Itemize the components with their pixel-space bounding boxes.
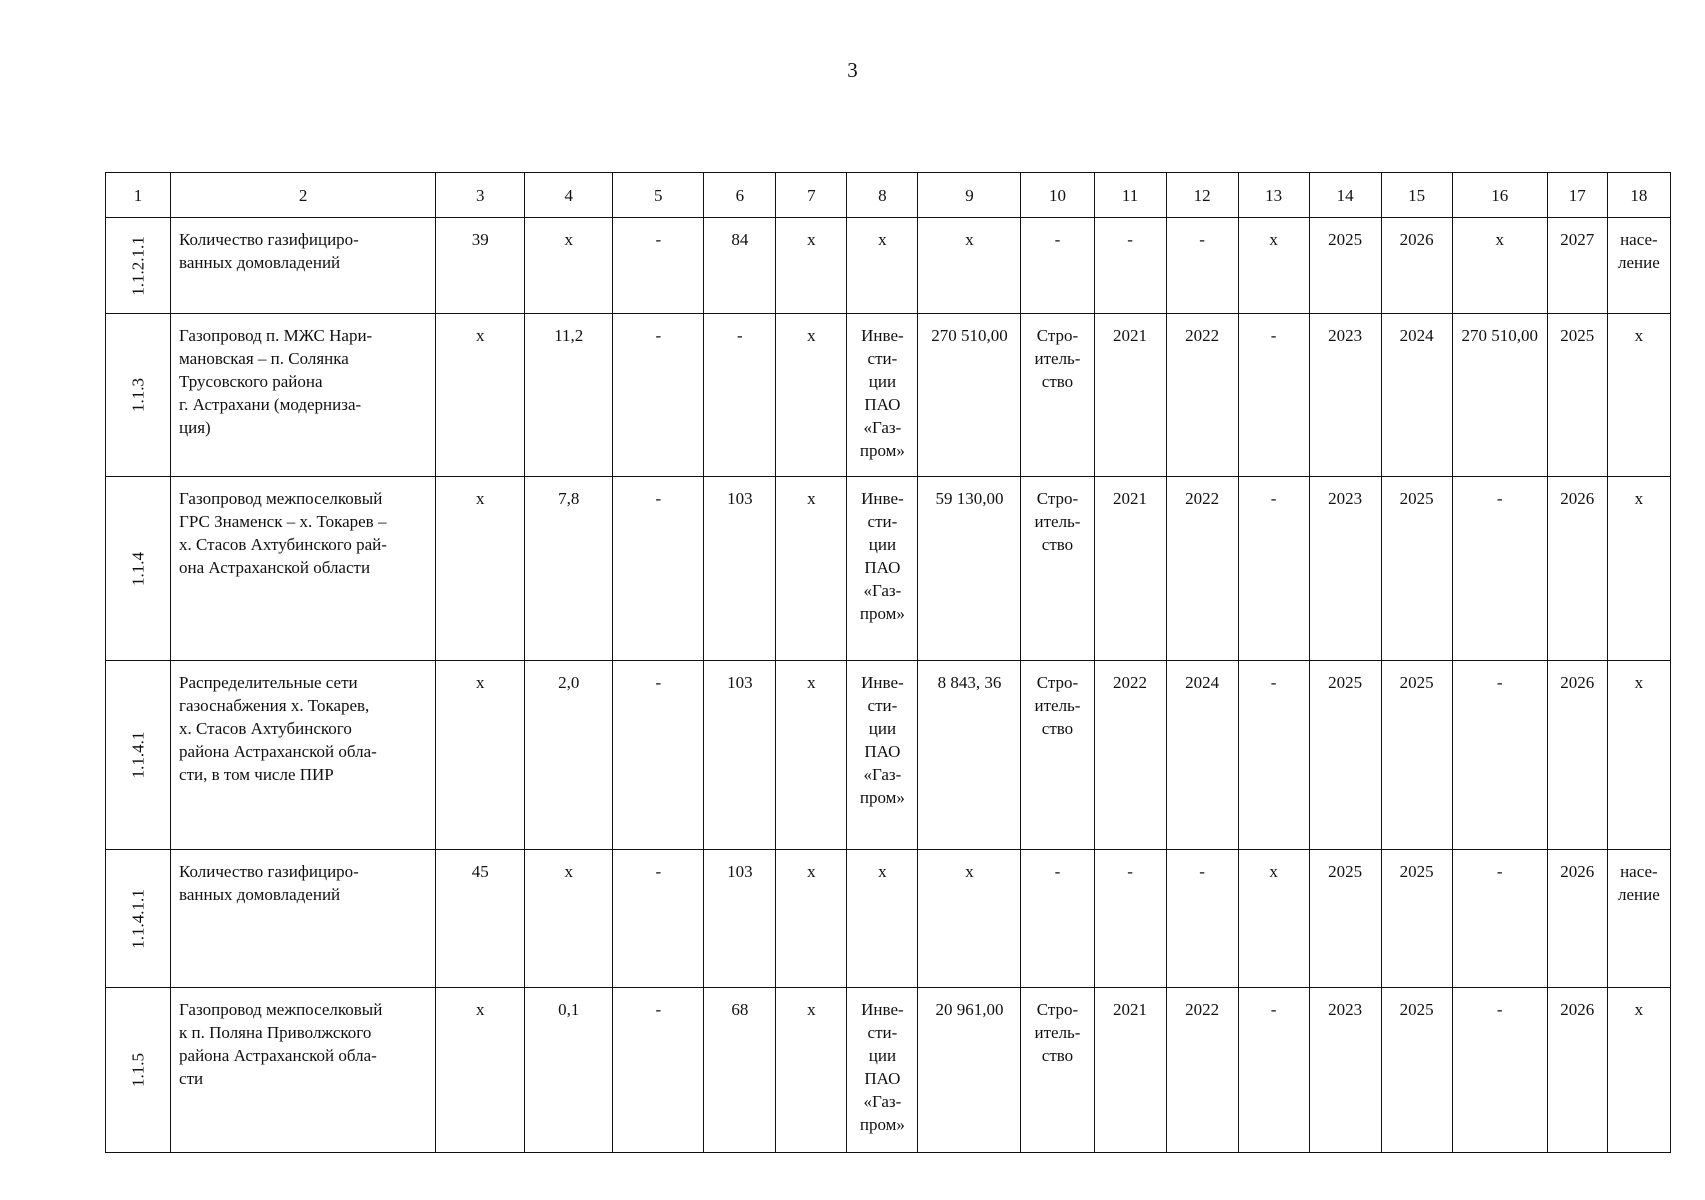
table-cell: х (436, 314, 525, 477)
table-cell: - (1238, 988, 1309, 1153)
table-cell: - (613, 314, 704, 477)
table-cell: 103 (704, 477, 776, 661)
table-cell: х (918, 218, 1021, 314)
table-cell: 2025 (1381, 661, 1452, 850)
table-cell: - (1452, 661, 1547, 850)
table-cell: - (1021, 850, 1094, 988)
header-cell: 3 (436, 173, 525, 218)
table-cell: - (613, 661, 704, 850)
table-cell: 2026 (1547, 661, 1607, 850)
table-cell: Инве- сти- ции ПАО «Газ- пром» (847, 661, 918, 850)
table-cell: 39 (436, 218, 525, 314)
table-cell: - (613, 850, 704, 988)
table-cell: - (1166, 850, 1238, 988)
table-cell: - (1452, 477, 1547, 661)
table-cell: 2026 (1547, 850, 1607, 988)
row-code-cell (106, 477, 171, 661)
row-code-cell (106, 988, 171, 1153)
table-cell: 2023 (1309, 988, 1381, 1153)
table-cell: 2022 (1166, 314, 1238, 477)
table-cell: х (525, 218, 613, 314)
page-number: 3 (847, 58, 858, 82)
table-row (106, 314, 1671, 477)
row-code-cell (106, 314, 171, 477)
table-cell: Инве- сти- ции ПАО «Газ- пром» (847, 477, 918, 661)
table-cell: х (776, 218, 847, 314)
header-cell: 13 (1238, 173, 1309, 218)
table-cell: х (776, 477, 847, 661)
table-cell: 8 843, 36 (918, 661, 1021, 850)
table-cell: х (776, 850, 847, 988)
table-cell: 2025 (1309, 661, 1381, 850)
header-cell: 4 (525, 173, 613, 218)
table-cell: Стро- итель- ство (1021, 661, 1094, 850)
table-row (106, 988, 1671, 1153)
table-cell: 270 510,00 (918, 314, 1021, 477)
header-cell: 12 (1166, 173, 1238, 218)
row-code-cell (106, 218, 171, 314)
header-cell: 5 (613, 173, 704, 218)
table-cell: 2025 (1381, 477, 1452, 661)
table-cell: х (1607, 988, 1670, 1153)
table-cell: х (776, 661, 847, 850)
table-cell: х (525, 850, 613, 988)
row-code-cell (106, 661, 171, 850)
table-cell: 2025 (1309, 218, 1381, 314)
table-cell: - (1452, 988, 1547, 1153)
table-cell: х (776, 988, 847, 1153)
header-cell: 9 (918, 173, 1021, 218)
table-cell: 59 130,00 (918, 477, 1021, 661)
table-cell: - (613, 477, 704, 661)
table-cell: - (1094, 850, 1166, 988)
row-code: 1.1.4.1.1 (128, 888, 148, 949)
gasification-table (105, 172, 1671, 1153)
table-cell: 2021 (1094, 477, 1166, 661)
table-cell: 2024 (1166, 661, 1238, 850)
header-cell: 6 (704, 173, 776, 218)
row-code-cell (106, 850, 171, 988)
table-cell: - (1166, 218, 1238, 314)
table-cell: Стро- итель- ство (1021, 477, 1094, 661)
table-cell: Стро- итель- ство (1021, 314, 1094, 477)
header-cell: 10 (1021, 173, 1094, 218)
row-code: 1.1.5 (128, 1053, 148, 1087)
table-cell: 84 (704, 218, 776, 314)
row-name: Распределительные сети газоснабжения х. Токарев, х. Стасов Ахтубинского района Астраханской обла- сти, в том числе ПИР (171, 661, 436, 850)
table-cell: 2023 (1309, 314, 1381, 477)
header-cell: 1 (106, 173, 171, 218)
table-cell: х (1607, 661, 1670, 850)
row-name: Количество газифициро- ванных домовладений (171, 850, 436, 988)
table-cell: х (847, 218, 918, 314)
header-cell: 7 (776, 173, 847, 218)
table-cell: х (436, 988, 525, 1153)
table-cell: 2021 (1094, 988, 1166, 1153)
row-name: Газопровод п. МЖС Нари- мановская – п. Солянка Трусовского района г. Астрахани (модерниза- ция) (171, 314, 436, 477)
header-row (106, 173, 1671, 218)
table-cell: х (436, 661, 525, 850)
table-cell: - (613, 988, 704, 1153)
header-cell: 2 (171, 173, 436, 218)
table-cell: 2025 (1547, 314, 1607, 477)
table-cell: Стро- итель- ство (1021, 988, 1094, 1153)
row-name: Газопровод межпоселковый ГРС Знаменск – х. Токарев – х. Стасов Ахтубинского рай- она Астраханской области (171, 477, 436, 661)
table-cell: х (1238, 850, 1309, 988)
header-cell: 18 (1607, 173, 1670, 218)
table-cell: х (436, 477, 525, 661)
table-row (106, 850, 1671, 988)
table-cell: х (1607, 477, 1670, 661)
table-cell: Инве- сти- ции ПАО «Газ- пром» (847, 314, 918, 477)
table-row (106, 661, 1671, 850)
table-cell: 2027 (1547, 218, 1607, 314)
table-cell: Инве- сти- ции ПАО «Газ- пром» (847, 988, 918, 1153)
table-cell: - (1094, 218, 1166, 314)
table-cell: 270 510,00 (1452, 314, 1547, 477)
row-name: Газопровод межпоселковый к п. Поляна Приволжского района Астраханской обла- сти (171, 988, 436, 1153)
table-cell: 2025 (1381, 850, 1452, 988)
table-cell: 2022 (1166, 477, 1238, 661)
row-code: 1.1.4 (128, 551, 148, 586)
table-cell: - (1452, 850, 1547, 988)
table-cell: - (1021, 218, 1094, 314)
table-cell: 2,0 (525, 661, 613, 850)
table-cell: 2024 (1381, 314, 1452, 477)
table-cell: х (1607, 314, 1670, 477)
table-cell: 7,8 (525, 477, 613, 661)
table-cell: - (1238, 661, 1309, 850)
table-cell: х (1452, 218, 1547, 314)
table-cell: насе- ление (1607, 218, 1670, 314)
table-cell: 2022 (1094, 661, 1166, 850)
header-cell: 16 (1452, 173, 1547, 218)
header-cell: 14 (1309, 173, 1381, 218)
table-cell: 2021 (1094, 314, 1166, 477)
row-code: 1.1.4.1 (128, 731, 148, 779)
table-cell: - (613, 218, 704, 314)
table-row (106, 477, 1671, 661)
table-cell: - (1238, 314, 1309, 477)
header-cell: 8 (847, 173, 918, 218)
header-cell: 11 (1094, 173, 1166, 218)
table-cell: 103 (704, 661, 776, 850)
table-cell: 2025 (1309, 850, 1381, 988)
table-cell: х (918, 850, 1021, 988)
table-cell: 2023 (1309, 477, 1381, 661)
header-cell: 17 (1547, 173, 1607, 218)
table-cell: насе- ление (1607, 850, 1670, 988)
table-cell: х (847, 850, 918, 988)
table-cell: 2022 (1166, 988, 1238, 1153)
table-cell: 0,1 (525, 988, 613, 1153)
table-cell: - (704, 314, 776, 477)
header-cell: 15 (1381, 173, 1452, 218)
row-code: 1.1.2.1.1 (128, 235, 148, 296)
table-cell: - (1238, 477, 1309, 661)
table-cell: 20 961,00 (918, 988, 1021, 1153)
table-cell: 2025 (1381, 988, 1452, 1153)
row-code: 1.1.3 (128, 378, 148, 412)
table-cell: 11,2 (525, 314, 613, 477)
table-cell: 2026 (1547, 477, 1607, 661)
table-cell: 103 (704, 850, 776, 988)
table-cell: х (1238, 218, 1309, 314)
table-cell: 45 (436, 850, 525, 988)
table-cell: 2026 (1381, 218, 1452, 314)
table-cell: 68 (704, 988, 776, 1153)
table-cell: х (776, 314, 847, 477)
table-cell: 2026 (1547, 988, 1607, 1153)
row-name: Количество газифициро- ванных домовладений (171, 218, 436, 314)
table-row (106, 218, 1671, 314)
